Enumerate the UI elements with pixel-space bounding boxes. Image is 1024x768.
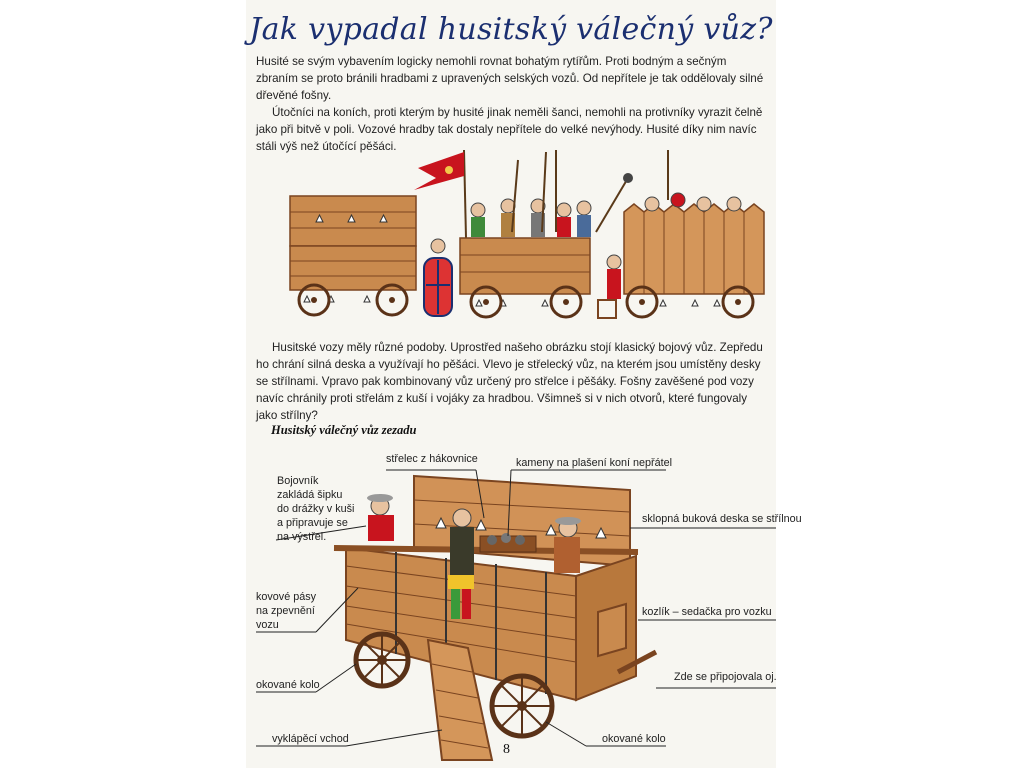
wheel-left bbox=[356, 634, 408, 686]
book-page bbox=[246, 0, 802, 768]
label-wheel-right: okované kolo bbox=[602, 733, 666, 745]
label-ramp: vyklápěcí vchod bbox=[272, 733, 349, 745]
label-crossbowman: Bojovník zakládá šipku do drážky v kuši a připravuje se na výstřel. bbox=[277, 475, 355, 543]
label-bands: kovové pásy na zpevnění vozu bbox=[256, 591, 317, 631]
label-gunner: střelec z hákovnice bbox=[386, 453, 478, 465]
label-wheel-left: okované kolo bbox=[256, 679, 320, 691]
label-shaft: Zde se připojovala oj. bbox=[674, 671, 777, 683]
subheading: Husitský válečný vůz zezadu bbox=[271, 423, 417, 437]
paragraph-3: Husitské vozy měly různé podoby. Uprostřed našeho obrázku stojí klasický bojový vůz. Zepředu ho chrání silná deska a využívají ho pěšáci. Vlevo je střelecký vůz, na kterém jsou umístěny desky se střílnami. Vpravo pak kombinovaný vůz určený pro střelce i pěšáky. Fošny zavěšené pod vozy navíc chránily proti střelám z kuší i vojáky za hradbou. Všimneš si v nich otvorů, které fungovaly jako střílny? bbox=[256, 341, 763, 422]
label-stones: kameny na plašení koní nepřátel bbox=[516, 457, 673, 469]
paragraph-1: Husité se svým vybavením logicky nemohli rovnat bohatým rytířům. Proti bodným a sečným zbraním se proto bránili hradbami z upravených selských vozů. Od nepřítele je tak oddělovaly silné dřevěné fošny. bbox=[256, 55, 764, 102]
wheel-right bbox=[492, 676, 552, 736]
page-title: Jak vypadal husitský válečný vůz? bbox=[249, 12, 773, 47]
paragraph-2: Útočníci na koních, proti kterým by husité jinak neměli šanci, nemohli na protivníky vyrazit čelně jako při bitvě v poli. Vozové hradby tak dostaly nepřítele do velké nevýhody. Husité díky nim navíc stáli výš než útočící pěšáci. bbox=[256, 106, 763, 153]
wagon-rear-illustration bbox=[246, 0, 776, 768]
page-number: 8 bbox=[503, 742, 510, 757]
label-board: sklopná buková deska se střílnou bbox=[642, 513, 802, 525]
label-seat: kozlík – sedačka pro vozku bbox=[642, 606, 772, 618]
